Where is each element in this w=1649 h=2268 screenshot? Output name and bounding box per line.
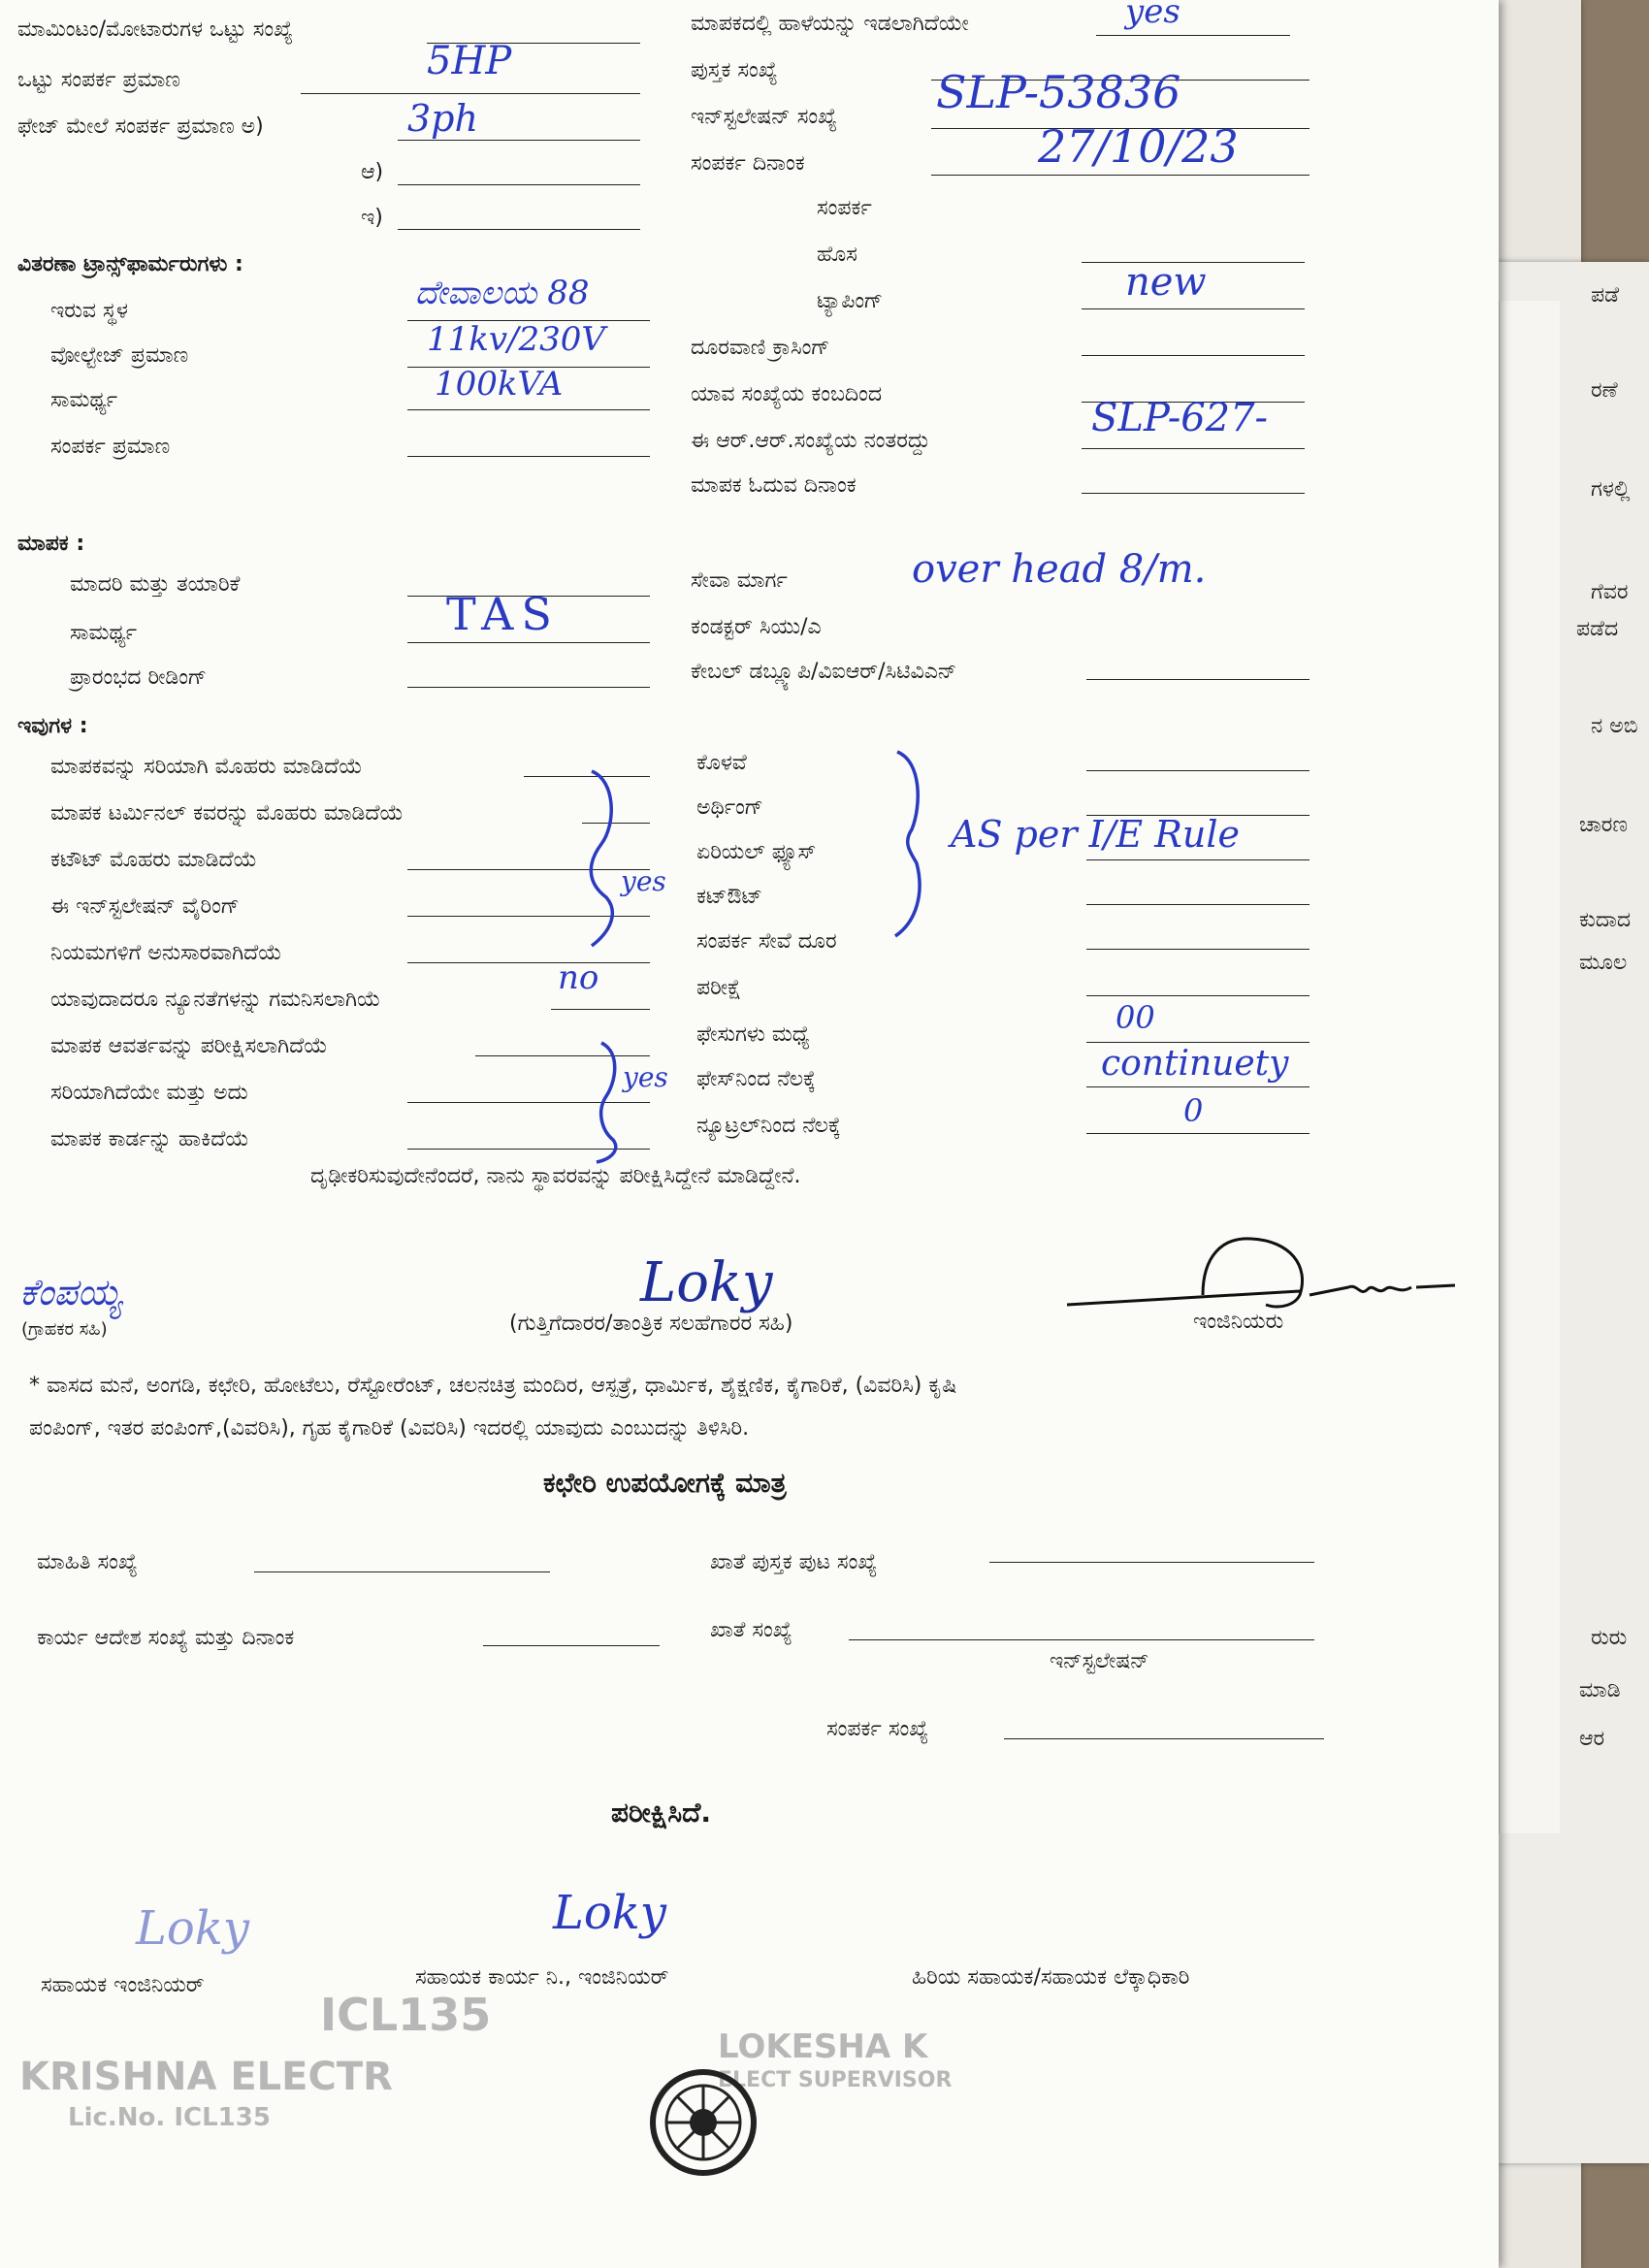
brace-mark-icon	[572, 766, 650, 951]
field-label: ಈ ಆರ್.ಆರ್.ಸಂಖ್ಯೆಯ ನಂತರದ್ದು	[691, 429, 931, 453]
check-label: ಮಾಪಕವನ್ನು ಸರಿಯಾಗಿ ಮೊಹರು ಮಾಡಿದೆಯೆ	[50, 755, 363, 779]
field-line[interactable]	[398, 184, 640, 185]
sub-item-line[interactable]	[1086, 1133, 1310, 1134]
sub-item-line[interactable]	[1086, 1086, 1310, 1087]
field-label: ಸಾಮರ್ಥ್ಯ	[50, 388, 118, 412]
faint-stamp-line-2: Lic.No. ICL135	[68, 2103, 271, 2132]
field-label: ಪ್ರಾರಂಭದ ರೀಡಿಂಗ್	[70, 665, 208, 690]
handwritten-phase-earth: continuety	[1101, 1044, 1289, 1084]
check-label: ಯಾವುದಾದರೂ ನ್ಯೂನತೆಗಳನ್ನು ಗಮನಿಸಲಾಗಿಯೆ	[50, 988, 381, 1012]
handwritten-as-per-rule: AS per I/E Rule	[951, 813, 1240, 856]
field-label: ಫೇಜ್ ಮೇಲೆ ಸಂಪರ್ಕ ಪ್ರಮಾಣ ಅ)	[17, 114, 264, 139]
note-text-2: ಪಂಪಿಂಗ್, ಇತರ ಪಂಪಿಂಗ್,(ವಿವರಿಸಿ), ಗೃಹ ಕೈಗಾರಿಕೆ (ವಿವರಿಸಿ) ಇದರಲ್ಲಿ ಯಾವುದು ಎಂಬುದನ್ನು ತಿಳಿಸಿರಿ.	[29, 1416, 750, 1441]
office-line[interactable]	[254, 1571, 550, 1572]
field-label: ಯಾವ ಸಂಖ್ಯೆಯ ಕಂಬದಿಂದ	[691, 382, 883, 406]
field-label: ದೂರವಾಣಿ ಕ್ರಾಸಿಂಗ್	[691, 336, 830, 360]
declaration-text: ದೃಢೀಕರಿಸುವುದೇನೆಂದರೆ, ನಾನು ಸ್ಥಾವರವನ್ನು ಪರೀಕ್ಷಿಸಿದ್ದೇನೆ ಮಾಡಿದ್ದೇನೆ.	[310, 1164, 801, 1188]
check-line[interactable]	[551, 1009, 650, 1010]
handwritten-meter-capacity: TAS	[446, 588, 560, 640]
field-label: ಇರುವ ಸ್ಥಳ	[50, 299, 128, 323]
field-line[interactable]	[1086, 679, 1310, 680]
handwritten-yes-1: yes	[621, 865, 666, 897]
note-text: * ವಾಸದ ಮನೆ, ಅಂಗಡಿ, ಕಛೇರಿ, ಹೋಟೆಲು, ರೆಸ್ಟೋರೆಂಟ್, ಚಲನಚಿತ್ರ ಮಂದಿರ, ಆಸ್ಪತ್ರೆ, ಧಾರ್ಮಿಕ, ಶೈಕ್ಷಣಿಕ, ಕೈಗಾರಿಕೆ, (ವಿವರಿಸಿ) ಕೃಷಿ	[29, 1374, 957, 1398]
field-label: ಪುಸ್ತಕ ಸಂಖ್ಯೆ	[691, 58, 778, 82]
field-label: ಕಂಡಕ್ಟರ್ ಸಿಯು/ಎ	[691, 615, 822, 639]
section-heading: ವಿತರಣಾ ಟ್ರಾನ್ಸ್‌ಫಾರ್ಮರುಗಳು :	[17, 252, 243, 276]
engineer-signature-label: ಇಂಜಿನಿಯರು	[1193, 1310, 1284, 1334]
handwritten-rr-number: SLP-627-	[1091, 396, 1269, 440]
handwritten-sheet-yes: yes	[1125, 0, 1180, 31]
field-label: ಹೊಸ	[817, 243, 857, 267]
field-line[interactable]	[407, 687, 650, 688]
office-line[interactable]	[989, 1562, 1314, 1563]
sub-item-label: ಅರ್ಥಿಂಗ್	[696, 795, 763, 820]
office-label: ಮಾಹಿತಿ ಸಂಖ್ಯೆ	[37, 1550, 138, 1574]
field-line[interactable]	[398, 140, 640, 141]
office-label: ಖಾತೆ ಸಂಖ್ಯೆ	[710, 1618, 792, 1642]
sub-item-label: ಫೇಸ್‌ನಿಂದ ನೆಲಕ್ಕೆ	[696, 1067, 816, 1091]
handwritten-neutral: 0	[1183, 1092, 1204, 1129]
handwritten-service-line: over head 8/m.	[912, 547, 1207, 592]
handwritten-connection-date: 27/10/23	[1038, 120, 1239, 173]
field-line[interactable]	[1096, 35, 1290, 36]
field-label: ಸಾಮರ್ಥ್ಯ	[70, 621, 138, 645]
field-label: ಸಂಪರ್ಕ ದಿನಾಂಕ	[691, 151, 805, 176]
consumer-signature: ಕೆಂಪಯ್ಯ	[19, 1271, 122, 1313]
field-line[interactable]	[398, 229, 640, 230]
handwritten-capacity: 100kVA	[435, 365, 564, 404]
sub-item-label: ಕೊಳವೆ	[696, 751, 747, 775]
check-label: ಮಾಪಕ ಕಾರ್ಡನ್ನು ಹಾಕಿದೆಯೆ	[50, 1127, 249, 1151]
handwritten-total-connection: 5HP	[427, 39, 512, 83]
office-label: ಇನ್‌ಸ್ಟಲೇಷನ್	[1050, 1649, 1149, 1673]
faint-stamp-line-3: LOKESHA K	[718, 2027, 928, 2066]
sub-item-line[interactable]	[1086, 904, 1310, 905]
faint-stamp-code: ICL135	[320, 1989, 492, 2041]
field-line[interactable]	[1082, 448, 1305, 449]
sub-item-line[interactable]	[1086, 770, 1310, 771]
handwritten-installation-no: SLP-53836	[936, 66, 1181, 118]
field-line[interactable]	[407, 456, 650, 457]
handwritten-tapping: new	[1125, 260, 1207, 305]
handwritten-no: no	[558, 958, 599, 997]
field-line[interactable]	[1082, 355, 1305, 356]
field-label: ಕೇಬಲ್ ಡಬ್ಲ್ಯೂಪಿ/ವಿಐಆರ್/ಸಿಟಿವಿಎನ್	[691, 660, 957, 684]
checked-heading: ಪರೀಕ್ಷಿಸಿದೆ.	[611, 1797, 711, 1829]
field-line[interactable]	[407, 409, 650, 410]
check-label: ನಿಯಮಗಳಿಗೆ ಅನುಸಾರವಾಗಿದೆಯೆ	[50, 941, 282, 965]
sub-item-label: ಪರೀಕ್ಷೆ	[696, 976, 742, 1000]
field-label: ಸಂಪರ್ಕ ಪ್ರಮಾಣ	[50, 435, 171, 459]
sub-item-label: ಏರಿಯಲ್ ಫ್ಯೂಸ್	[696, 840, 817, 864]
sub-item-label: ಫೇಸುಗಳು ಮಧ್ಯೆ	[696, 1022, 810, 1047]
brace-mark-icon	[878, 747, 946, 941]
handwritten-phases: 00	[1116, 999, 1155, 1036]
sub-item-label: ಸಂಪರ್ಕ ಸೇವೆ ದೂರ	[696, 929, 837, 954]
contractor-signature-label: (ಗುತ್ತಿಗೆದಾರರ/ತಾಂತ್ರಿಕ ಸಲಹೆಗಾರರ ಸಹಿ)	[509, 1312, 793, 1336]
handwritten-voltage: 11kv/230V	[427, 320, 605, 359]
brace-mark-icon	[572, 1038, 650, 1164]
sub-item-label: ನ್ಯೂಟ್ರಲ್‌ನಿಂದ ನೆಲಕ್ಕೆ	[696, 1114, 841, 1138]
field-label: ಸಂಪರ್ಕ	[817, 196, 872, 220]
asst-engineer-signature: Loky	[136, 1901, 249, 1956]
field-label: ಇನ್‌ಸ್ಟಲೇಷನ್ ಸಂಖ್ಯೆ	[691, 105, 838, 129]
handwritten-yes-2: yes	[623, 1061, 668, 1093]
footer-label: ಸಹಾಯಕ ಕಾರ್ಯ ನಿ., ಇಂಜಿನಿಯರ್	[415, 1965, 669, 1990]
check-label: ಮಾಪಕ ಟರ್ಮಿನಲ್ ಕವರನ್ನು ಮೊಹರು ಮಾಡಿದೆಯೆ	[50, 801, 404, 826]
sub-item-line[interactable]	[1086, 859, 1310, 860]
section-heading: ಮಾಪಕ :	[17, 532, 85, 556]
office-line[interactable]	[849, 1639, 1314, 1640]
handwritten-phase: 3ph	[407, 97, 478, 140]
back-sheet-3	[1499, 301, 1560, 1833]
office-label: ಸಂಪರ್ಕ ಸಂಖ್ಯೆ	[826, 1717, 929, 1741]
field-label: ಮಾಪಕ ಓದುವ ದಿನಾಂಕ	[691, 473, 857, 498]
sub-item-line[interactable]	[1086, 949, 1310, 950]
handwritten-location: ದೇವಾಲಯ 88	[415, 274, 590, 312]
field-label: ಇ)	[361, 206, 383, 230]
field-label: ಆ)	[361, 160, 384, 184]
office-label: ಕಾರ್ಯ ಆದೇಶ ಸಂಖ್ಯೆ ಮತ್ತು ದಿನಾಂಕ	[37, 1626, 295, 1650]
field-line[interactable]	[407, 642, 650, 643]
field-label: ಮಾಮಿಂಟಂ/ಮೋಟಾರುಗಳ ಒಟ್ಟು ಸಂಖ್ಯೆ	[17, 17, 294, 42]
sub-item-line[interactable]	[1086, 995, 1310, 996]
asst-exec-signature: Loky	[553, 1886, 666, 1940]
check-label: ಮಾಪಕ ಆವರ್ತವನ್ನು ಪರೀಕ್ಷಿಸಲಾಗಿದೆಯೆ	[50, 1034, 328, 1058]
faint-stamp-line-1: KRISHNA ELECTR	[19, 2055, 393, 2099]
check-label: ಕಟೌಟ್ ಮೊಹರು ಮಾಡಿದೆಯೆ	[50, 848, 258, 872]
field-label: ಟ್ಯಾಪಿಂಗ್	[817, 289, 884, 313]
field-line[interactable]	[1082, 308, 1305, 309]
office-use-heading: ಕಛೇರಿ ಉಪಯೋಗಕ್ಕೆ ಮಾತ್ರ	[543, 1467, 787, 1499]
office-label: ಖಾತೆ ಪುಸ್ತಕ ಪುಟ ಸಂಖ್ಯೆ	[710, 1550, 878, 1574]
check-label: ಸರಿಯಾಗಿದೆಯೇ ಮತ್ತು ಅದು	[50, 1081, 248, 1105]
field-line[interactable]	[1082, 493, 1305, 494]
office-line[interactable]	[483, 1645, 660, 1646]
faint-stamp-line-4: ELECT SUPERVISOR	[718, 2068, 953, 2092]
sub-item-line[interactable]	[1086, 1042, 1310, 1043]
field-label: ಮಾಪಕದಲ್ಲಿ ಹಾಳೆಯನ್ನು ಇಡಲಾಗಿದೆಯೇ	[691, 12, 969, 36]
footer-label: ಸಹಾಯಕ ಇಂಜಿನಿಯರ್	[41, 1973, 205, 1997]
office-line[interactable]	[1004, 1738, 1324, 1739]
field-line[interactable]	[931, 175, 1310, 176]
round-seal-icon	[645, 2064, 761, 2181]
field-label: ಸೇವಾ ಮಾರ್ಗ	[691, 568, 788, 593]
consumer-signature-label: (ಗ್ರಾಹಕರ ಸಹಿ)	[21, 1319, 108, 1340]
field-label: ಮಾದರಿ ಮತ್ತು ತಯಾರಿಕೆ	[70, 572, 241, 597]
footer-label: ಹಿರಿಯ ಸಹಾಯಕ/ಸಹಾಯಕ ಲೆಕ್ಕಾಧಿಕಾರಿ	[912, 1965, 1190, 1990]
field-label: ಒಟ್ಟು ಸಂಪರ್ಕ ಪ್ರಮಾಣ	[17, 68, 180, 92]
field-label: ವೋಲ್ಟೇಜ್ ಪ್ರಮಾಣ	[50, 343, 189, 368]
contractor-signature: Loky	[640, 1251, 773, 1314]
field-line[interactable]	[301, 93, 640, 94]
section-heading: ಇವುಗಳ :	[17, 714, 88, 738]
check-label: ಈ ಇನ್‌ಸ್ಟಲೇಷನ್ ವೈರಿಂಗ್	[50, 894, 240, 919]
check-line[interactable]	[407, 962, 650, 963]
sub-item-label: ಕಟ್‌ಔಟ್	[696, 885, 762, 909]
